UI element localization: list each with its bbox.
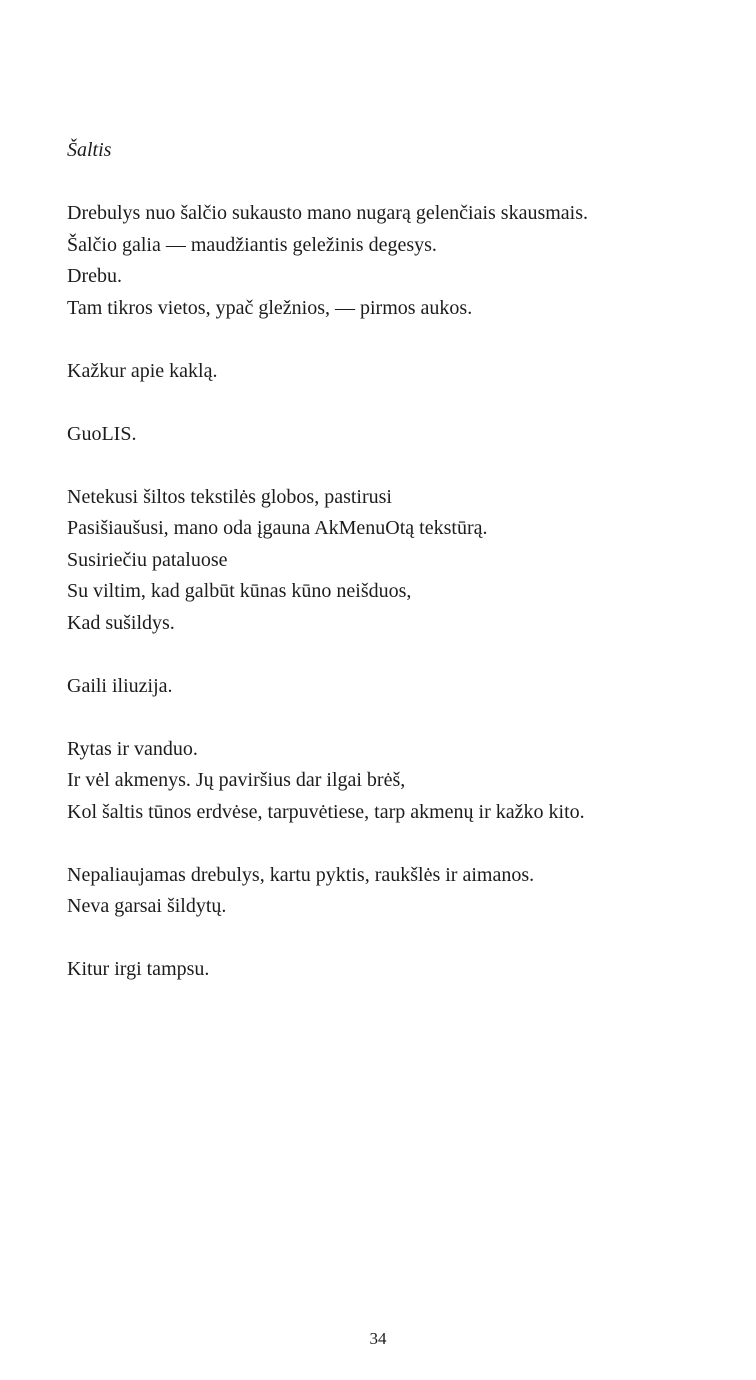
poem-line: Neva garsai šildytų. bbox=[67, 895, 227, 917]
stanza-break bbox=[67, 387, 727, 419]
poem-line: Drebulys nuo šalčio sukausto mano nugarą gelenčiais skausmais. bbox=[67, 202, 588, 224]
poem-line: Kitur irgi tampsu. bbox=[67, 958, 210, 980]
poem-line: Kažkur apie kaklą. bbox=[67, 359, 218, 382]
poem-line: Susiriečiu pataluose bbox=[67, 548, 228, 571]
poem-line: Gaili iliuzija. bbox=[67, 674, 173, 697]
stanza bbox=[67, 419, 727, 451]
poem-body bbox=[67, 198, 727, 986]
poem-line: Netekusi šiltos tekstilės globos, pastirusi bbox=[67, 485, 392, 508]
poem-title: Šaltis bbox=[67, 139, 112, 161]
poem-line: Rytas ir vanduo. bbox=[67, 737, 198, 760]
poem-line: Kol šaltis tūnos erdvėse, tarpuvėtiese, tarp akmenų ir kažko kito. bbox=[67, 800, 585, 823]
poem-line: Tam tikros vietos, ypač gležnios, — pirmos aukos. bbox=[67, 296, 473, 319]
stanza bbox=[67, 860, 727, 923]
stanza bbox=[67, 671, 727, 703]
stanza bbox=[67, 954, 727, 986]
poem-line: Šalčio galia — maudžiantis geležinis degesys. bbox=[67, 233, 437, 256]
stanza bbox=[67, 482, 727, 640]
stanza bbox=[67, 734, 727, 829]
poem-line: Drebu. bbox=[67, 265, 122, 287]
stanza-break bbox=[67, 923, 727, 955]
stanza-break bbox=[67, 324, 727, 356]
stanza bbox=[67, 198, 727, 324]
stanza bbox=[67, 356, 727, 388]
poem-line: GuoLIS. bbox=[67, 422, 137, 445]
poem-line: Kad sušildys. bbox=[67, 611, 175, 634]
stanza-break bbox=[67, 639, 727, 671]
poem-line: Nepaliaujamas drebulys, kartu pyktis, raukšlės ir aimanos. bbox=[67, 863, 535, 886]
poem-line: Su viltim, kad galbūt kūnas kūno neišduos, bbox=[67, 580, 412, 602]
poem-line: Ir vėl akmenys. Jų paviršius dar ilgai brėš, bbox=[67, 769, 406, 791]
page-number: 34 bbox=[369, 1329, 387, 1348]
stanza-break bbox=[67, 450, 727, 482]
poem-line: Pasišiaušusi, mano oda įgauna AkMenuOtą tekstūrą. bbox=[67, 517, 488, 539]
stanza-break bbox=[67, 828, 727, 860]
stanza-break bbox=[67, 702, 727, 734]
